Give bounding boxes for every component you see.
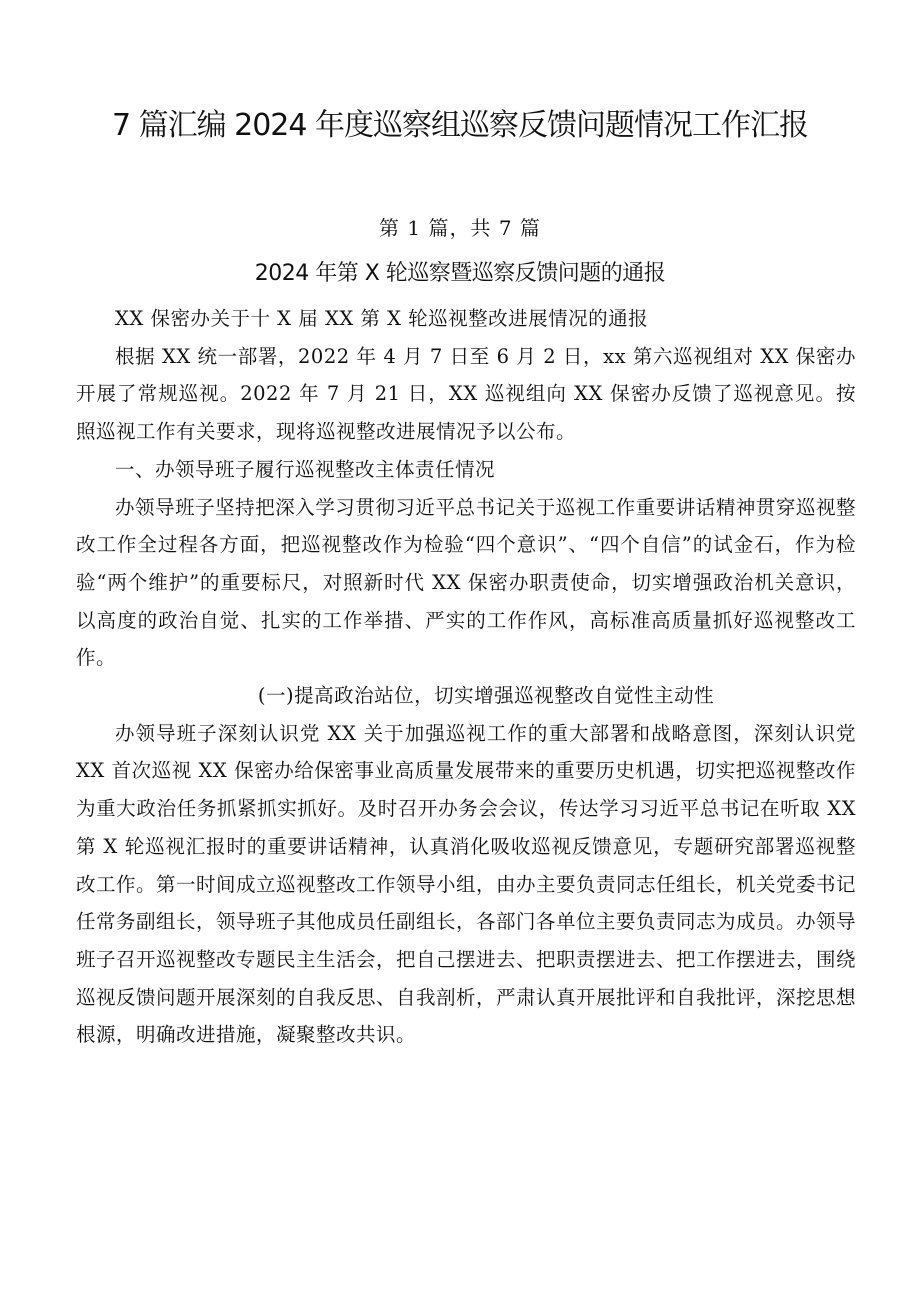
heading-level-2: (一)提高政治站位，切实增强巡视整改自觉性主动性	[257, 684, 715, 708]
part-label: 第 1 篇，共 7 篇	[379, 216, 541, 240]
leadership-paragraph: 办领导班子坚持把深入学习贯彻习近平总书记关于巡视工作重要讲话精神贯穿巡视整改工作全过程各方面，把巡视整改作为检验“四个意识”、“四个自信”的试金石，作为检验“两个维护”的重要标尺，对照新时代 XX 保密办职责使命，切实增强政治机关意识，以高度的政治自觉、扎实的工作举措、严实的工作作风，高标准高质量抓好巡视整改工作。	[76, 495, 856, 670]
notice-heading: XX 保密办关于十 X 届 XX 第 X 轮巡视整改进展情况的通报	[115, 307, 649, 330]
document-title: 7 篇汇编 2024 年度巡察组巡察反馈问题情况工作汇报	[111, 108, 809, 143]
section-title: 2024 年第 X 轮巡察暨巡察反馈问题的通报	[254, 261, 666, 286]
intro-paragraph: 根据 XX 统一部署，2022 年 4 月 7 日至 6 月 2 日，xx 第六巡视组对 XX 保密办开展了常规巡视。2022 年 7 月 21 日，XX 巡视组向 XX 保密办反馈了巡视意见。按照巡视工作有关要求，现将巡视整改进展情况予以公布。	[76, 344, 856, 444]
document-body	[76, 300, 856, 1054]
awareness-paragraph: 办领导班子深刻认识党 XX 关于加强巡视工作的重大部署和战略意图，深刻认识党 XX 首次巡视 XX 保密办给保密事业高质量发展带来的重要历史机遇，切实把巡视整改作为重大政治任务抓紧抓实抓好。及时召开办务会会议，传达学习习近平总书记在听取 XX 第 X 轮巡视汇报时的重要讲话精神，认真消化吸收巡视反馈意见，专题研究部署巡视整改工作。第一时间成立巡视整改工作领导小组，由办主要负责同志任组长，机关党委书记任常务副组长，领导班子其他成员任副组长，各部门各单位主要负责同志为成员。办领导班子召开巡视整改专题民主生活会，把自己摆进去、把职责摆进去、把工作摆进去，围绕巡视反馈问题开展深刻的自我反思、自我剖析，严肃认真开展批评和自我批评，深挖思想根源，明确改进措施，凝聚整改共识。	[76, 721, 857, 1047]
heading-level-1: 一、办领导班子履行巡视整改主体责任情况	[115, 457, 496, 481]
